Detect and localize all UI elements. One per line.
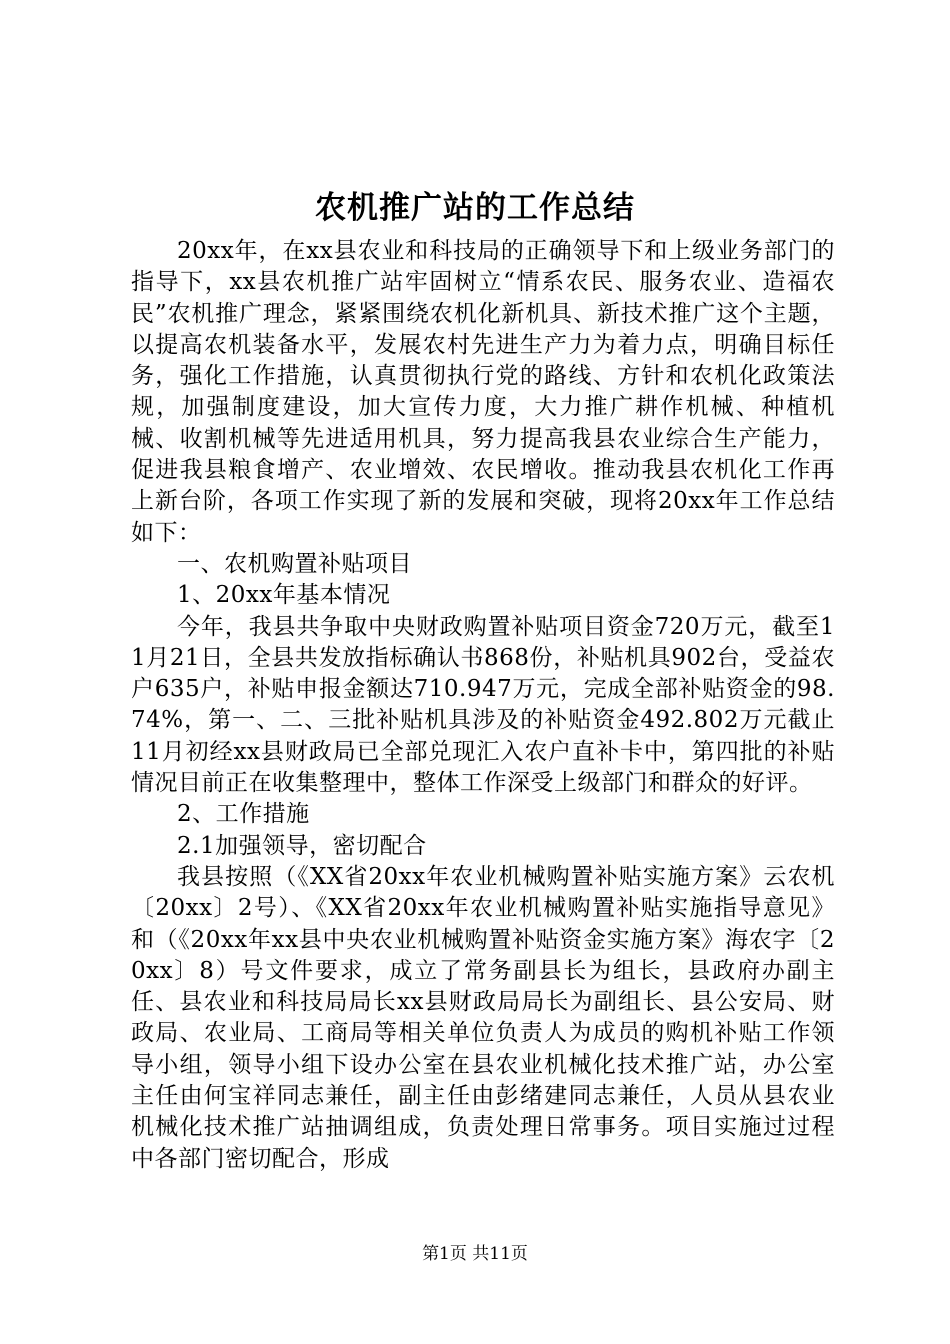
page-footer: 第1页 共11页 [422, 1244, 528, 1264]
document-title: 农机推广站的工作总结 [315, 190, 635, 226]
subsection-heading-basic: 1、20xx年基本情况 [177, 582, 391, 609]
measures-paragraph: 我县按照（《XX省20xx年农业机械购置补贴实施方案》云农机〔20xx〕2号）、《XX省20xx年农业机械购置补贴实施指导意见》和（《20xx年xx县中央农业机械购置补贴资金实施方案》海农字〔20xx〕8）号文件要求，成立了常务副县长为组长，县政府办副主任、县农业和科技局局长xx县财政局局长为副组长、县公安局、财政局、农业局、工商局等相关单位负责人为成员的购机补贴工作领导小组，领导小组下设办公室在县农业机械化技术推广站，办公室主任由何宝祥同志兼任，副主任由彭绪建同志兼任，人员从县农业机械化技术推广站抽调组成，负责处理日常事务。项目实施过过程中各部门密切配合，形成 [131, 863, 835, 1172]
subsection-heading-measures: 2、工作措施 [177, 801, 310, 828]
subsection-heading-leadership: 2.1加强领导，密切配合 [177, 832, 427, 859]
section-heading-subsidy: 一、农机购置补贴项目 [177, 550, 412, 577]
document-body [131, 236, 835, 1175]
basic-situation-paragraph: 今年，我县共争取中央财政购置补贴项目资金720万元，截至11月21日，全县共发放指标确认书868份，补贴机具902台，受益农户635户，补贴申报金额达710.947万元，完成全部补贴资金的98.74%，第一、二、三批补贴机具涉及的补贴资金492.802万元截止11月初经xx县财政局已全部兑现汇入农户直补卡中，第四批的补贴情况目前正在收集整理中，整体工作深受上级部门和群众的好评。 [131, 613, 835, 797]
intro-paragraph: 20xx年，在xx县农业和科技局的正确领导下和上级业务部门的指导下，xx县农机推广站牢固树立“情系农民、服务农业、造福农民”农机推广理念，紧紧围绕农机化新机具、新技术推广这个主题，以提高农机装备水平，发展农村先进生产力为着力点，明确目标任务，强化工作措施，认真贯彻执行党的路线、方针和农机化政策法规，加强制度建设，加大宣传力度，大力推广耕作机械、种植机械、收割机械等先进适用机具，努力提高我县农业综合生产能力，促进我县粮食增产、农业增效、农民增收。推动我县农机化工作再上新台阶，各项工作实现了新的发展和突破，现将20xx年工作总结如下： [131, 238, 835, 546]
